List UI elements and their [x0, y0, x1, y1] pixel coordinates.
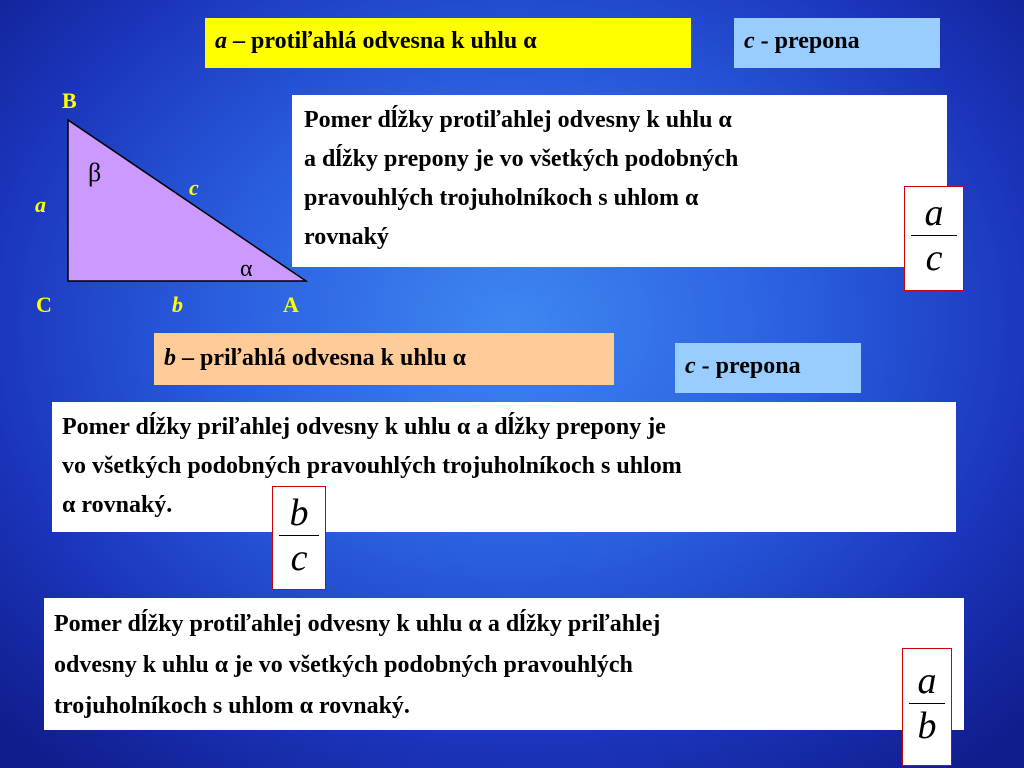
para1-line-2: a dĺžky prepony je vo všetkých podobných — [304, 146, 739, 172]
para2-line-2: vo všetkých podobných pravouhlých trojuholníkoch s uhlom — [62, 453, 682, 479]
side-label-b: b — [172, 292, 183, 317]
fraction-3-numerator: a — [917, 660, 937, 702]
triangle-shape — [68, 120, 306, 281]
right-triangle-diagram — [20, 85, 320, 325]
para2-line-3: α rovnaký. — [62, 492, 173, 518]
para1-line-4: rovnaký — [304, 224, 389, 250]
label-adjacent-leg — [154, 333, 614, 385]
side-label-c: c — [189, 175, 199, 200]
fraction-2-bar — [279, 535, 319, 536]
fraction-a-over-b — [902, 648, 952, 766]
fraction-1-bar — [911, 235, 957, 236]
label-hypotenuse-2-text: - prepona — [695, 353, 801, 379]
var-b: b — [164, 345, 176, 371]
para3-line-1: Pomer dĺžky protiľahlej odvesny k uhlu α a dĺžky priľahlej — [54, 611, 661, 637]
fraction-1-numerator: a — [924, 192, 944, 234]
fraction-a-over-c — [904, 186, 964, 291]
fraction-2-denominator: c — [290, 537, 308, 579]
angle-alpha-label: α — [240, 256, 253, 282]
para3-line-3: trojuholníkoch s uhlom α rovnaký. — [54, 693, 410, 719]
para1-line-3: pravouhlých trojuholníkoch s uhlom α — [304, 185, 699, 211]
var-a: a — [215, 28, 227, 54]
fraction-b-over-c — [272, 486, 326, 590]
fraction-3-denominator: b — [917, 705, 937, 747]
var-c-2: c — [685, 353, 696, 379]
fraction-1-denominator: c — [925, 237, 943, 279]
paragraph-adjacent-over-hypotenuse — [52, 402, 956, 532]
fraction-3-bar — [909, 703, 945, 704]
paragraph-opposite-over-adjacent — [44, 598, 964, 730]
label-hypotenuse-2 — [675, 343, 861, 393]
label-hypotenuse-1-text: - prepona — [754, 28, 860, 54]
angle-beta-label: β — [88, 158, 102, 187]
label-opposite-leg-text: – protiľahlá odvesna k uhlu α — [227, 28, 537, 54]
var-c: c — [744, 28, 755, 54]
vertex-label-a: A — [283, 292, 299, 317]
para3-line-2: odvesny k uhlu α je vo všetkých podobných pravouhlých — [54, 652, 633, 678]
para2-line-1: Pomer dĺžky priľahlej odvesny k uhlu α a dĺžky prepony je — [62, 414, 666, 440]
para1-line-1: Pomer dĺžky protiľahlej odvesny k uhlu α — [304, 107, 732, 133]
label-opposite-leg — [205, 18, 691, 68]
fraction-2-numerator: b — [289, 492, 309, 534]
label-adjacent-leg-text: – priľahlá odvesna k uhlu α — [176, 345, 467, 371]
vertex-label-c: C — [36, 292, 52, 317]
label-hypotenuse-1 — [734, 18, 940, 68]
side-label-a: a — [35, 192, 46, 217]
vertex-label-b: B — [62, 88, 77, 113]
paragraph-opposite-over-hypotenuse — [292, 95, 947, 267]
